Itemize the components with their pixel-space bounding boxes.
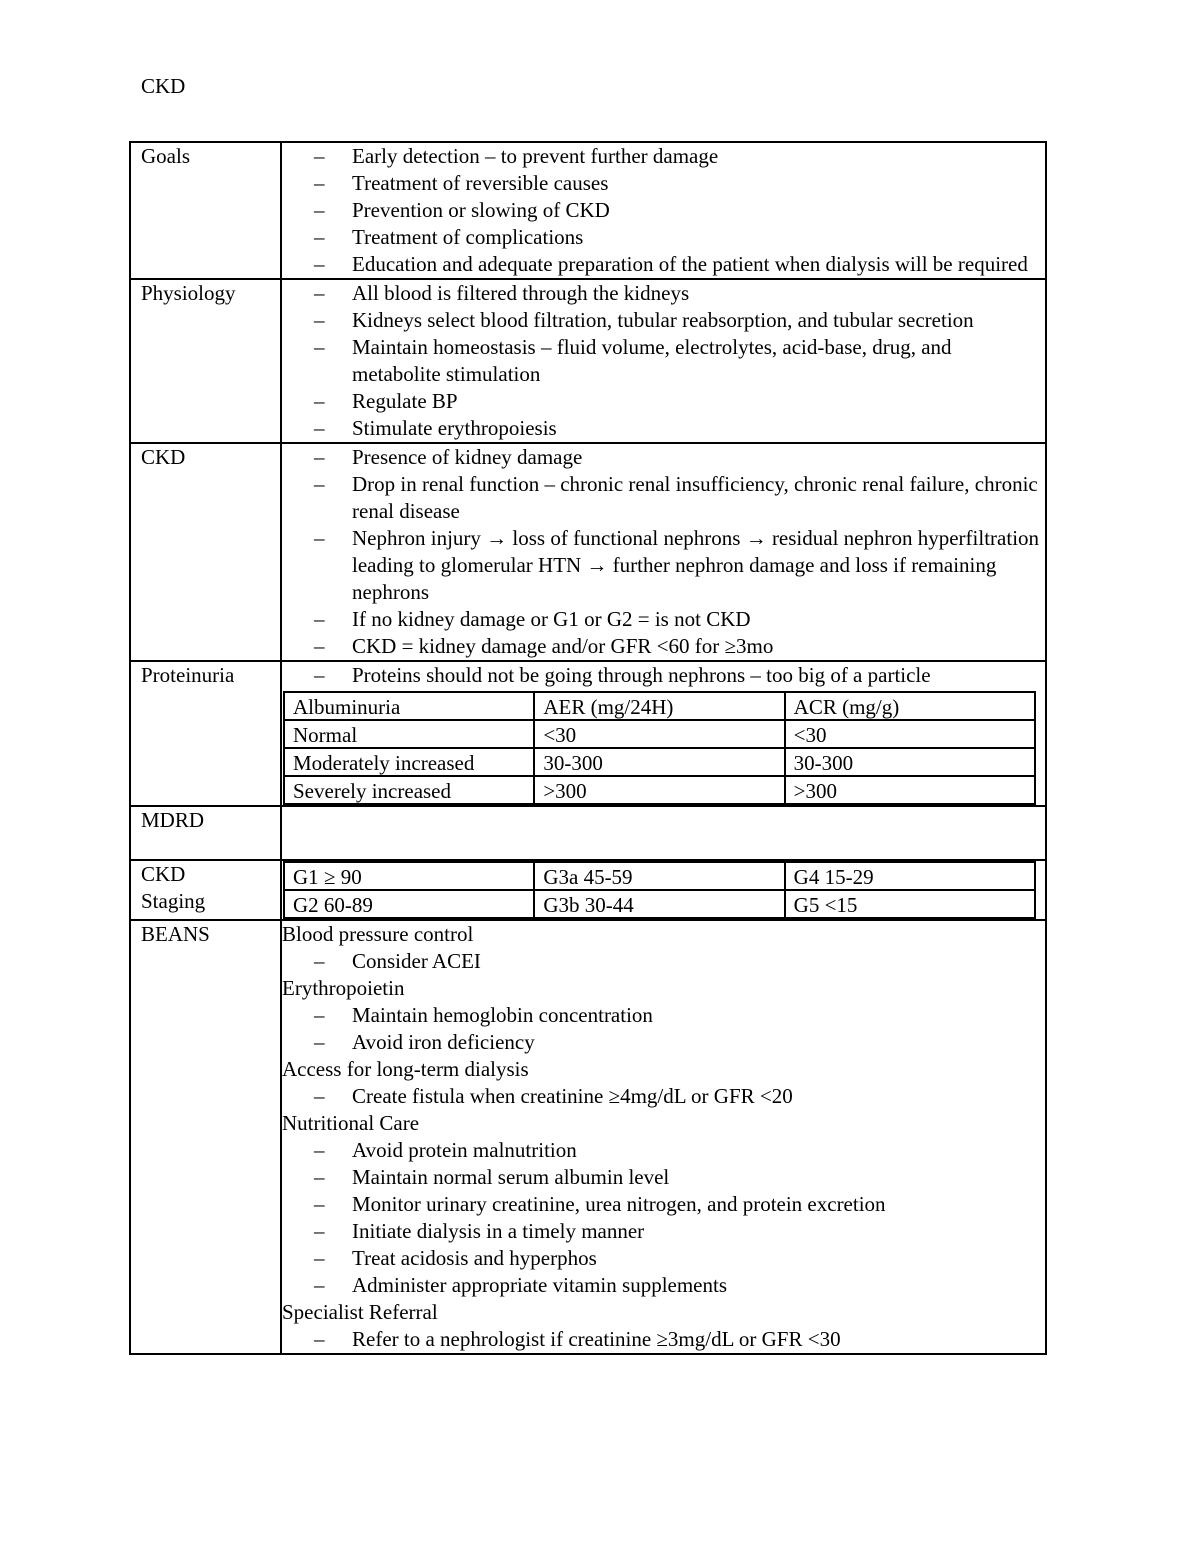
table-header-row <box>284 692 1035 720</box>
section-heading: Nutritional Care <box>282 1111 420 1135</box>
table-cell: <30 <box>785 720 1035 748</box>
list-item: – Prevention or slowing of CKD <box>282 197 1045 224</box>
table-row <box>284 748 1035 776</box>
list-item: – Regulate BP <box>282 388 1045 415</box>
proteinuria-row <box>130 661 1046 806</box>
list-item: – Maintain homeostasis – fluid volume, electrolytes, acid-base, drug, and metabolite stimulation <box>282 334 1045 388</box>
document-title: CKD <box>141 74 186 98</box>
table-cell: G5 <15 <box>785 890 1035 918</box>
list-item: – Refer to a nephrologist if creatinine ≥3mg/dL or GFR <30 <box>282 1326 1045 1353</box>
list-item: – Maintain normal serum albumin level <box>282 1164 1045 1191</box>
staging-table <box>283 861 1036 919</box>
ckd-row <box>130 443 1046 661</box>
list-item: – Treatment of complications <box>282 224 1045 251</box>
physiology-row <box>130 279 1046 443</box>
table-header-cell: Albuminuria <box>284 692 534 720</box>
table-header-cell: ACR (mg/g) <box>785 692 1035 720</box>
table-cell: Severely increased <box>284 776 534 804</box>
mdrd-label: MDRD <box>130 806 281 860</box>
table-row <box>284 776 1035 804</box>
table-cell: Moderately increased <box>284 748 534 776</box>
proteinuria-label: Proteinuria <box>130 661 281 806</box>
ckd-notes-table <box>129 141 1047 1355</box>
list-item: – Stimulate erythropoiesis <box>282 415 1045 442</box>
list-item: – If no kidney damage or G1 or G2 = is not CKD <box>282 606 1045 633</box>
beans-row <box>130 920 1046 1354</box>
staging-label-line1: CKD <box>141 862 186 886</box>
list-item: – Avoid protein malnutrition <box>282 1137 1045 1164</box>
table-cell: 30-300 <box>534 748 784 776</box>
beans-label: BEANS <box>130 920 281 1354</box>
list-item: – Education and adequate preparation of the patient when dialysis will be required <box>282 251 1045 278</box>
list-item: – CKD = kidney damage and/or GFR <60 for ≥3mo <box>282 633 1045 660</box>
table-cell: 30-300 <box>785 748 1035 776</box>
mdrd-content <box>281 806 1046 860</box>
list-item: – Administer appropriate vitamin supplements <box>282 1272 1045 1299</box>
section-heading: Erythropoietin <box>282 976 405 1000</box>
staging-row <box>130 860 1046 920</box>
goals-label: Goals <box>130 142 281 279</box>
list-item: – Initiate dialysis in a timely manner <box>282 1218 1045 1245</box>
list-item: – All blood is filtered through the kidneys <box>282 280 1045 307</box>
table-cell: >300 <box>534 776 784 804</box>
table-cell: G1 ≥ 90 <box>284 862 534 890</box>
list-item: – Consider ACEI <box>282 948 1045 975</box>
list-item: – Proteins should not be going through nephrons – too big of a particle <box>282 662 1045 689</box>
list-item: – Maintain hemoglobin concentration <box>282 1002 1045 1029</box>
table-cell: G3a 45-59 <box>534 862 784 890</box>
table-cell: Normal <box>284 720 534 748</box>
list-item: – Avoid iron deficiency <box>282 1029 1045 1056</box>
table-row <box>284 890 1035 918</box>
ckd-list <box>282 444 1045 660</box>
table-row <box>284 862 1035 890</box>
table-cell: G2 60-89 <box>284 890 534 918</box>
table-header-cell: AER (mg/24H) <box>534 692 784 720</box>
list-item: – Drop in renal function – chronic renal insufficiency, chronic renal failure, chronic renal disease <box>282 471 1045 525</box>
list-item: – Treat acidosis and hyperphos <box>282 1245 1045 1272</box>
list-item: – Monitor urinary creatinine, urea nitrogen, and protein excretion <box>282 1191 1045 1218</box>
mdrd-row <box>130 806 1046 860</box>
list-item: – Nephron injury → loss of functional nephrons → residual nephron hyperfiltration leading to glomerular HTN → further nephron damage and loss if remaining nephrons <box>282 525 1045 606</box>
section-heading: Access for long-term dialysis <box>282 1057 529 1081</box>
physiology-label: Physiology <box>130 279 281 443</box>
ckd-label: CKD <box>130 443 281 661</box>
table-row <box>284 720 1035 748</box>
table-cell: G4 15-29 <box>785 862 1035 890</box>
section-heading: Specialist Referral <box>282 1300 438 1324</box>
list-item: – Treatment of reversible causes <box>282 170 1045 197</box>
list-item: – Create fistula when creatinine ≥4mg/dL or GFR <20 <box>282 1083 1045 1110</box>
goals-list <box>282 143 1045 278</box>
table-cell: G3b 30-44 <box>534 890 784 918</box>
albuminuria-table <box>283 691 1036 805</box>
list-item: – Kidneys select blood filtration, tubular reabsorption, and tubular secretion <box>282 307 1045 334</box>
section-heading: Blood pressure control <box>282 922 474 946</box>
table-cell: <30 <box>534 720 784 748</box>
list-item: – Presence of kidney damage <box>282 444 1045 471</box>
list-item: – Early detection – to prevent further damage <box>282 143 1045 170</box>
physiology-list <box>282 280 1045 442</box>
table-cell: >300 <box>785 776 1035 804</box>
goals-row <box>130 142 1046 279</box>
staging-label-line2: Staging <box>141 889 206 913</box>
proteinuria-list <box>282 662 1045 689</box>
